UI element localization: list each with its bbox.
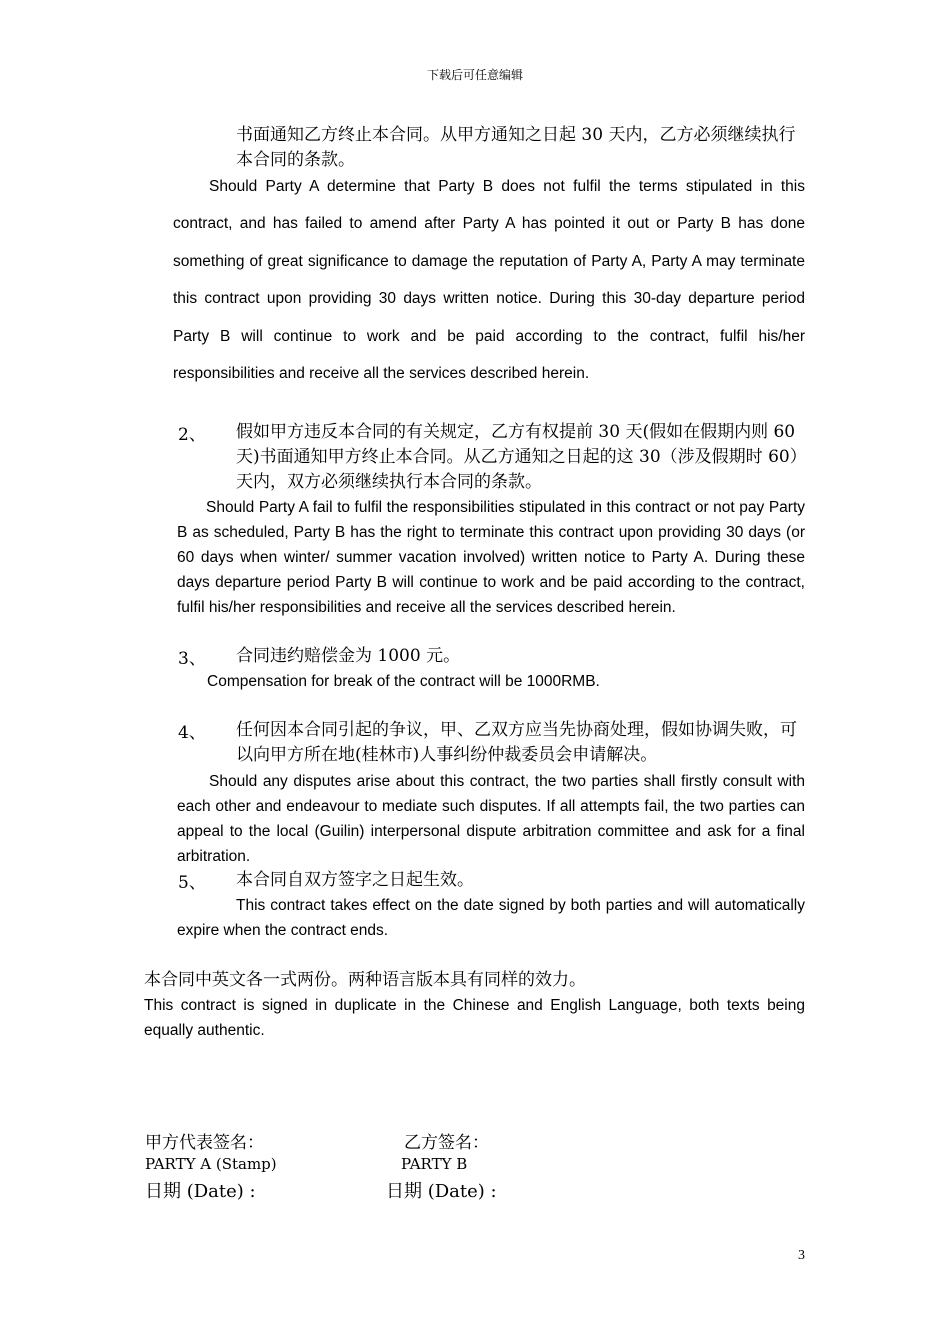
party-b-signature-label: 乙方签名： (404, 1133, 489, 1153)
clause-1-zh-continued: 书面通知乙方终止本合同。从甲方通知之日起 30 天内，乙方必须继续执行本合同的条款。 (236, 125, 796, 170)
party-b-date-label: 日期 (Date) : (386, 1181, 497, 1202)
party-a-date-label: 日期 (Date) : (145, 1181, 256, 1202)
party-b-label: PARTY B (401, 1155, 468, 1173)
clause-2-zh: 假如甲方违反本合同的有关规定，乙方有权提前 30 天(假如在假期内则 60 天)书面通知甲方终止本合同。从乙方通知之日起的这 30（涉及假期时 60）天内，双方必须继续执行本合同的条款。 (236, 422, 799, 492)
language-note-en: This contract is signed in duplicate in the Chinese and English Language, both texts being equally authentic. (144, 997, 805, 1039)
clause-4-en: Should any disputes arise about this contract, the two parties shall firstly consult with each other and endeavour to mediate such disputes. If all attempts fail, the two parties can appeal to the local (Guilin) interpersonal dispute arbitration committee and ask for a final arbitration. (177, 773, 805, 865)
clause-2-number: 2、 (178, 425, 206, 445)
party-a-label: PARTY A (Stamp) (145, 1155, 277, 1173)
party-a-signature-label: 甲方代表签名： (145, 1133, 264, 1153)
clause-5-en: This contract takes effect on the date signed by both parties and will automatically expire when the contract ends. (177, 897, 805, 939)
clause-3-number: 3、 (178, 649, 206, 669)
clause-1-en: Should Party A determine that Party B does not fulfil the terms stipulated in this contract, and has failed to amend after Party A has pointed it out or Party B has done something of great significance to damage the reputation of Party A, Party A may terminate this contract upon providing 30 days written notice. During this 30-day departure period Party B will continue to work and be paid according to the contract, fulfil his/her responsibilities and receive all the services described herein. (173, 178, 805, 383)
clause-5-number: 5、 (178, 873, 206, 893)
clause-2-en: Should Party A fail to fulfil the responsibilities stipulated in this contract or not pay Party B as scheduled, Party B has the right to terminate this contract upon providing 30 days (or 60 days when winter/ summer vacation involved) written notice to Party A. During these days departure period Party B will continue to work and be paid according to the contract, fulfil his/her responsibilities and receive all the services described herein. (177, 499, 805, 616)
clause-4-number: 4、 (178, 723, 206, 743)
clause-5-zh: 本合同自双方签字之日起生效。 (236, 870, 474, 890)
clause-4-zh: 任何因本合同引起的争议，甲、乙双方应当先协商处理，假如协调失败，可以向甲方所在地(桂林市)人事纠纷仲裁委员会申请解决。 (236, 720, 797, 765)
language-note-zh: 本合同中英文各一式两份。两种语言版本具有同样的效力。 (144, 970, 586, 990)
clause-3-en: Compensation for break of the contract will be 1000RMB. (207, 673, 600, 690)
page-number: 3 (798, 1248, 805, 1263)
clause-3-zh: 合同违约赔偿金为 1000 元。 (236, 646, 461, 666)
page-header: 下载后可任意编辑 (426, 68, 523, 82)
